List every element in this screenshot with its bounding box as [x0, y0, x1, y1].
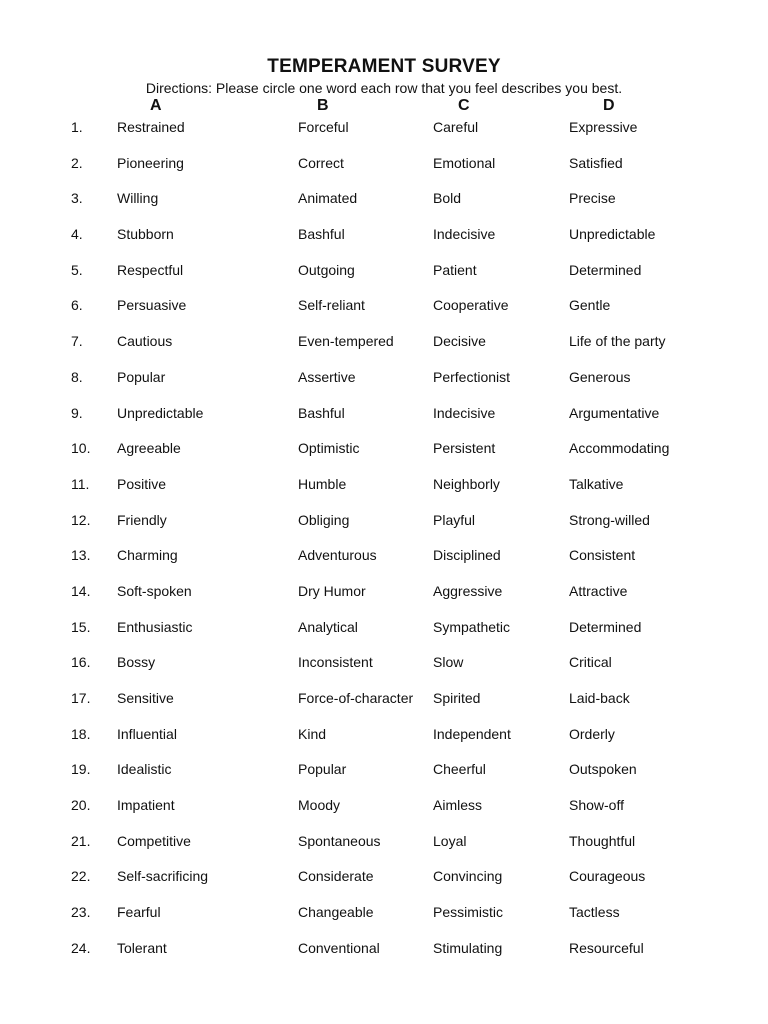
word-option-c[interactable]: Indecisive: [433, 226, 496, 243]
word-option-d[interactable]: Attractive: [569, 582, 628, 599]
word-option-a[interactable]: Tolerant: [117, 939, 167, 956]
word-option-a[interactable]: Positive: [117, 475, 167, 492]
word-option-c[interactable]: Perfectionist: [433, 368, 511, 385]
word-option-d[interactable]: Thoughtful: [569, 832, 636, 849]
word-option-b[interactable]: Self-reliant: [298, 297, 365, 314]
word-option-c[interactable]: Disciplined: [433, 547, 501, 564]
word-option-a[interactable]: Charming: [117, 547, 178, 564]
word-option-d[interactable]: Gentle: [569, 297, 611, 314]
word-option-d[interactable]: Strong-willed: [569, 511, 650, 528]
word-option-a[interactable]: Soft-spoken: [117, 582, 192, 599]
word-option-b[interactable]: Bashful: [298, 226, 345, 243]
word-option-b[interactable]: Even-tempered: [298, 333, 394, 350]
survey-row: [0, 644, 768, 680]
word-option-b[interactable]: Obliging: [298, 511, 350, 528]
word-option-a[interactable]: Competitive: [117, 832, 191, 849]
row-number: 2.: [71, 154, 83, 171]
row-number: 18.: [71, 725, 91, 742]
word-option-c[interactable]: Playful: [433, 511, 476, 528]
word-option-d[interactable]: Generous: [569, 368, 631, 385]
word-option-c[interactable]: Aggressive: [433, 582, 503, 599]
survey-row: [0, 858, 768, 894]
word-option-a[interactable]: Agreeable: [117, 440, 181, 457]
survey-row: [0, 930, 768, 966]
word-option-d[interactable]: Outspoken: [569, 761, 637, 778]
survey-row: [0, 680, 768, 716]
word-option-b[interactable]: Spontaneous: [298, 832, 381, 849]
row-number: 13.: [71, 547, 91, 564]
word-option-c[interactable]: Stimulating: [433, 939, 503, 956]
word-option-a[interactable]: Enthusiastic: [117, 618, 193, 635]
word-option-a[interactable]: Willing: [117, 190, 159, 207]
survey-row: [0, 145, 768, 181]
word-option-d[interactable]: Expressive: [569, 119, 638, 135]
word-option-a[interactable]: Fearful: [117, 904, 161, 921]
word-option-a[interactable]: Unpredictable: [117, 404, 204, 421]
word-option-a[interactable]: Influential: [117, 725, 177, 742]
word-option-c[interactable]: Bold: [433, 190, 462, 207]
word-option-c[interactable]: Pessimistic: [433, 904, 504, 921]
word-option-b[interactable]: Forceful: [298, 119, 349, 135]
survey-row: [0, 109, 768, 145]
word-option-c[interactable]: Patient: [433, 261, 477, 278]
word-option-d[interactable]: Precise: [569, 190, 616, 207]
word-option-c[interactable]: Slow: [433, 654, 464, 671]
survey-row: [0, 751, 768, 787]
row-number: 20.: [71, 797, 91, 814]
word-option-c[interactable]: Persistent: [433, 440, 496, 457]
word-option-c[interactable]: Careful: [433, 119, 479, 135]
word-option-b[interactable]: Animated: [298, 190, 358, 207]
word-option-a[interactable]: Popular: [117, 368, 166, 385]
word-option-b[interactable]: Conventional: [298, 939, 380, 956]
word-option-c[interactable]: Aimless: [433, 797, 483, 814]
survey-row: [0, 502, 768, 538]
survey-row: [0, 216, 768, 252]
row-number: 9.: [71, 404, 83, 421]
word-option-d[interactable]: Determined: [569, 618, 642, 635]
word-option-b[interactable]: Analytical: [298, 618, 358, 635]
word-option-c[interactable]: Spirited: [433, 690, 481, 706]
survey-row: [0, 287, 768, 323]
word-option-d[interactable]: Orderly: [569, 725, 615, 742]
row-number: 6.: [71, 297, 83, 314]
word-option-d[interactable]: Determined: [569, 261, 642, 278]
row-number: 19.: [71, 761, 91, 778]
survey-row: [0, 716, 768, 752]
directions-text: Directions: Please circle one word each row that you feel describes you best.: [145, 80, 623, 96]
row-number: 5.: [71, 261, 83, 278]
word-option-b[interactable]: Force-of-character: [298, 690, 414, 706]
word-option-a[interactable]: Idealistic: [117, 761, 172, 778]
row-number: 7.: [71, 333, 83, 350]
column-header-b: B: [317, 97, 329, 114]
row-number: 24.: [71, 939, 91, 956]
row-number: 10.: [71, 440, 91, 457]
word-option-d[interactable]: Talkative: [569, 475, 624, 492]
word-option-c[interactable]: Convincing: [433, 868, 503, 885]
row-number: 1.: [71, 119, 83, 135]
word-option-b[interactable]: Correct: [298, 154, 344, 171]
word-option-d[interactable]: Show-off: [569, 797, 624, 814]
survey-row: [0, 609, 768, 645]
row-number: 8.: [71, 368, 83, 385]
row-number: 3.: [71, 190, 83, 207]
word-option-c[interactable]: Cheerful: [433, 761, 486, 778]
row-number: 23.: [71, 904, 91, 921]
word-option-c[interactable]: Indecisive: [433, 404, 496, 421]
word-option-c[interactable]: Independent: [433, 725, 511, 742]
survey-row: [0, 430, 768, 466]
survey-row: [0, 823, 768, 859]
row-number: 4.: [71, 226, 83, 243]
survey-row: [0, 252, 768, 288]
word-option-a[interactable]: Cautious: [117, 333, 173, 350]
word-option-c[interactable]: Neighborly: [433, 475, 500, 492]
survey-rows: [0, 109, 768, 966]
word-option-a[interactable]: Pioneering: [117, 154, 184, 171]
column-header-a: A: [150, 97, 162, 114]
word-option-b[interactable]: Humble: [298, 475, 347, 492]
word-option-c[interactable]: Cooperative: [433, 297, 509, 314]
word-option-b[interactable]: Assertive: [298, 368, 356, 385]
word-option-d[interactable]: Unpredictable: [569, 226, 656, 243]
word-option-a[interactable]: Bossy: [117, 654, 156, 671]
column-header-c: C: [458, 97, 470, 114]
word-option-a[interactable]: Self-sacrificing: [117, 868, 209, 885]
word-option-b[interactable]: Adventurous: [298, 547, 377, 564]
row-number: 14.: [71, 582, 91, 599]
word-option-d[interactable]: Accommodating: [569, 440, 670, 457]
row-number: 16.: [71, 654, 91, 671]
word-option-d[interactable]: Resourceful: [569, 939, 644, 956]
word-option-b[interactable]: Popular: [298, 761, 347, 778]
row-number: 21.: [71, 832, 91, 849]
survey-row: [0, 395, 768, 431]
word-option-d[interactable]: Tactless: [569, 904, 620, 921]
word-option-a[interactable]: Restrained: [117, 119, 185, 135]
word-option-c[interactable]: Decisive: [433, 333, 486, 350]
word-option-b[interactable]: Outgoing: [298, 261, 355, 278]
word-option-b[interactable]: Dry Humor: [298, 582, 366, 599]
survey-row: [0, 323, 768, 359]
survey-row: [0, 466, 768, 502]
word-option-c[interactable]: Emotional: [433, 154, 496, 171]
survey-row: [0, 787, 768, 823]
word-option-d[interactable]: Life of the party: [569, 333, 666, 350]
word-option-d[interactable]: Satisfied: [569, 154, 623, 171]
word-option-b[interactable]: Moody: [298, 797, 341, 814]
survey-row: [0, 573, 768, 609]
survey-row: [0, 537, 768, 573]
word-option-a[interactable]: Persuasive: [117, 297, 187, 314]
word-option-c[interactable]: Sympathetic: [433, 618, 511, 635]
word-option-d[interactable]: Laid-back: [569, 690, 630, 706]
word-option-b[interactable]: Inconsistent: [298, 654, 373, 671]
row-number: 11.: [71, 475, 90, 492]
word-option-a[interactable]: Respectful: [117, 261, 184, 278]
word-option-d[interactable]: Critical: [569, 654, 612, 671]
survey-row: [0, 894, 768, 930]
word-option-d[interactable]: Consistent: [569, 547, 636, 564]
word-option-a[interactable]: Friendly: [117, 511, 167, 528]
column-header-d: D: [603, 97, 615, 114]
word-option-b[interactable]: Optimistic: [298, 440, 360, 457]
survey-row: [0, 180, 768, 216]
page-title: TEMPERAMENT SURVEY: [267, 56, 501, 77]
word-option-c[interactable]: Loyal: [433, 832, 467, 849]
row-number: 12.: [71, 511, 91, 528]
row-number: 22.: [71, 868, 91, 885]
word-option-d[interactable]: Argumentative: [569, 404, 660, 421]
word-option-a[interactable]: Stubborn: [117, 226, 174, 243]
row-number: 15.: [71, 618, 91, 635]
survey-row: [0, 359, 768, 395]
word-option-d[interactable]: Courageous: [569, 868, 646, 885]
word-option-b[interactable]: Considerate: [298, 868, 374, 885]
word-option-b[interactable]: Changeable: [298, 904, 374, 921]
word-option-a[interactable]: Impatient: [117, 797, 175, 814]
row-number: 17.: [71, 690, 91, 706]
word-option-b[interactable]: Bashful: [298, 404, 345, 421]
word-option-a[interactable]: Sensitive: [117, 690, 174, 706]
word-option-b[interactable]: Kind: [298, 725, 327, 742]
